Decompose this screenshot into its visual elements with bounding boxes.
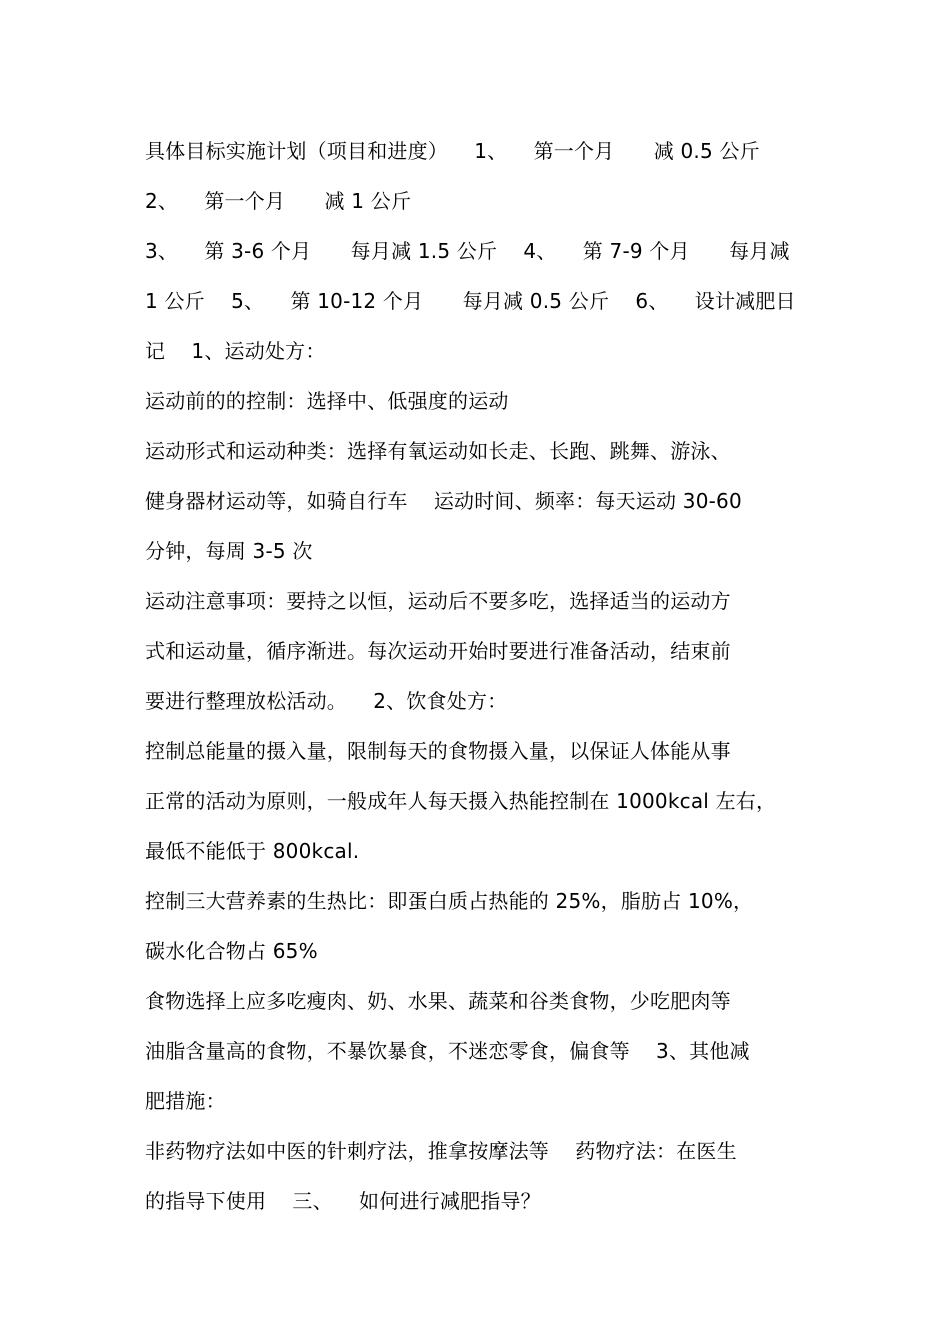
text-line: 的指导下使用 三、 如何进行减肥指导？ — [145, 1189, 541, 1213]
text-line: 1 公斤 5、 第 10-12 个月 每月减 0.5 公斤 6、 设计减肥日 — [145, 289, 796, 313]
text-line: 分钟，每周 3-5 次 — [145, 539, 313, 563]
text-line: 食物选择上应多吃瘦肉、奶、水果、蔬菜和谷类食物，少吃肥肉等 — [145, 989, 731, 1013]
text-line: 3、 第 3-6 个月 每月减 1.5 公斤 4、 第 7-9 个月 每月减 — [145, 239, 790, 263]
text-line: 最低不能低于 800kcal. — [145, 839, 360, 863]
text-line: 要进行整理放松活动。 2、饮食处方： — [145, 689, 508, 713]
text-line: 非药物疗法如中医的针刺疗法，推拿按摩法等 药物疗法：在医生 — [145, 1139, 737, 1163]
document-body — [145, 126, 825, 1226]
text-line: 油脂含量高的食物，不暴饮暴食，不迷恋零食，偏食等 3、其他减 — [145, 1039, 750, 1063]
text-line: 正常的活动为原则，一般成年人每天摄入热能控制在 1000kcal 左右， — [145, 789, 777, 813]
text-line: 运动前的的控制：选择中、低强度的运动 — [145, 389, 509, 413]
text-line: 肥措施： — [145, 1089, 226, 1113]
text-line: 碳水化合物占 65% — [145, 939, 318, 963]
text-line: 健身器材运动等，如骑自行车 运动时间、频率：每天运动 30-60 — [145, 489, 742, 513]
text-line: 式和运动量，循序渐进。每次运动开始时要进行准备活动，结束前 — [145, 639, 731, 663]
text-line: 2、 第一个月 减 1 公斤 — [145, 189, 412, 213]
text-line: 具体目标实施计划（项目和进度） 1、 第一个月 减 0.5 公斤 — [145, 139, 760, 163]
text-line: 运动注意事项：要持之以恒，运动后不要多吃，选择适当的运动方 — [145, 589, 731, 613]
text-line: 运动形式和运动种类：选择有氧运动如长走、长跑、跳舞、游泳、 — [145, 439, 731, 463]
text-line: 记 1、运动处方： — [145, 339, 326, 363]
text-line: 控制总能量的摄入量，限制每天的食物摄入量，以保证人体能从事 — [145, 739, 731, 763]
text-line: 控制三大营养素的生热比：即蛋白质占热能的 25%，脂肪占 10%， — [145, 889, 754, 913]
